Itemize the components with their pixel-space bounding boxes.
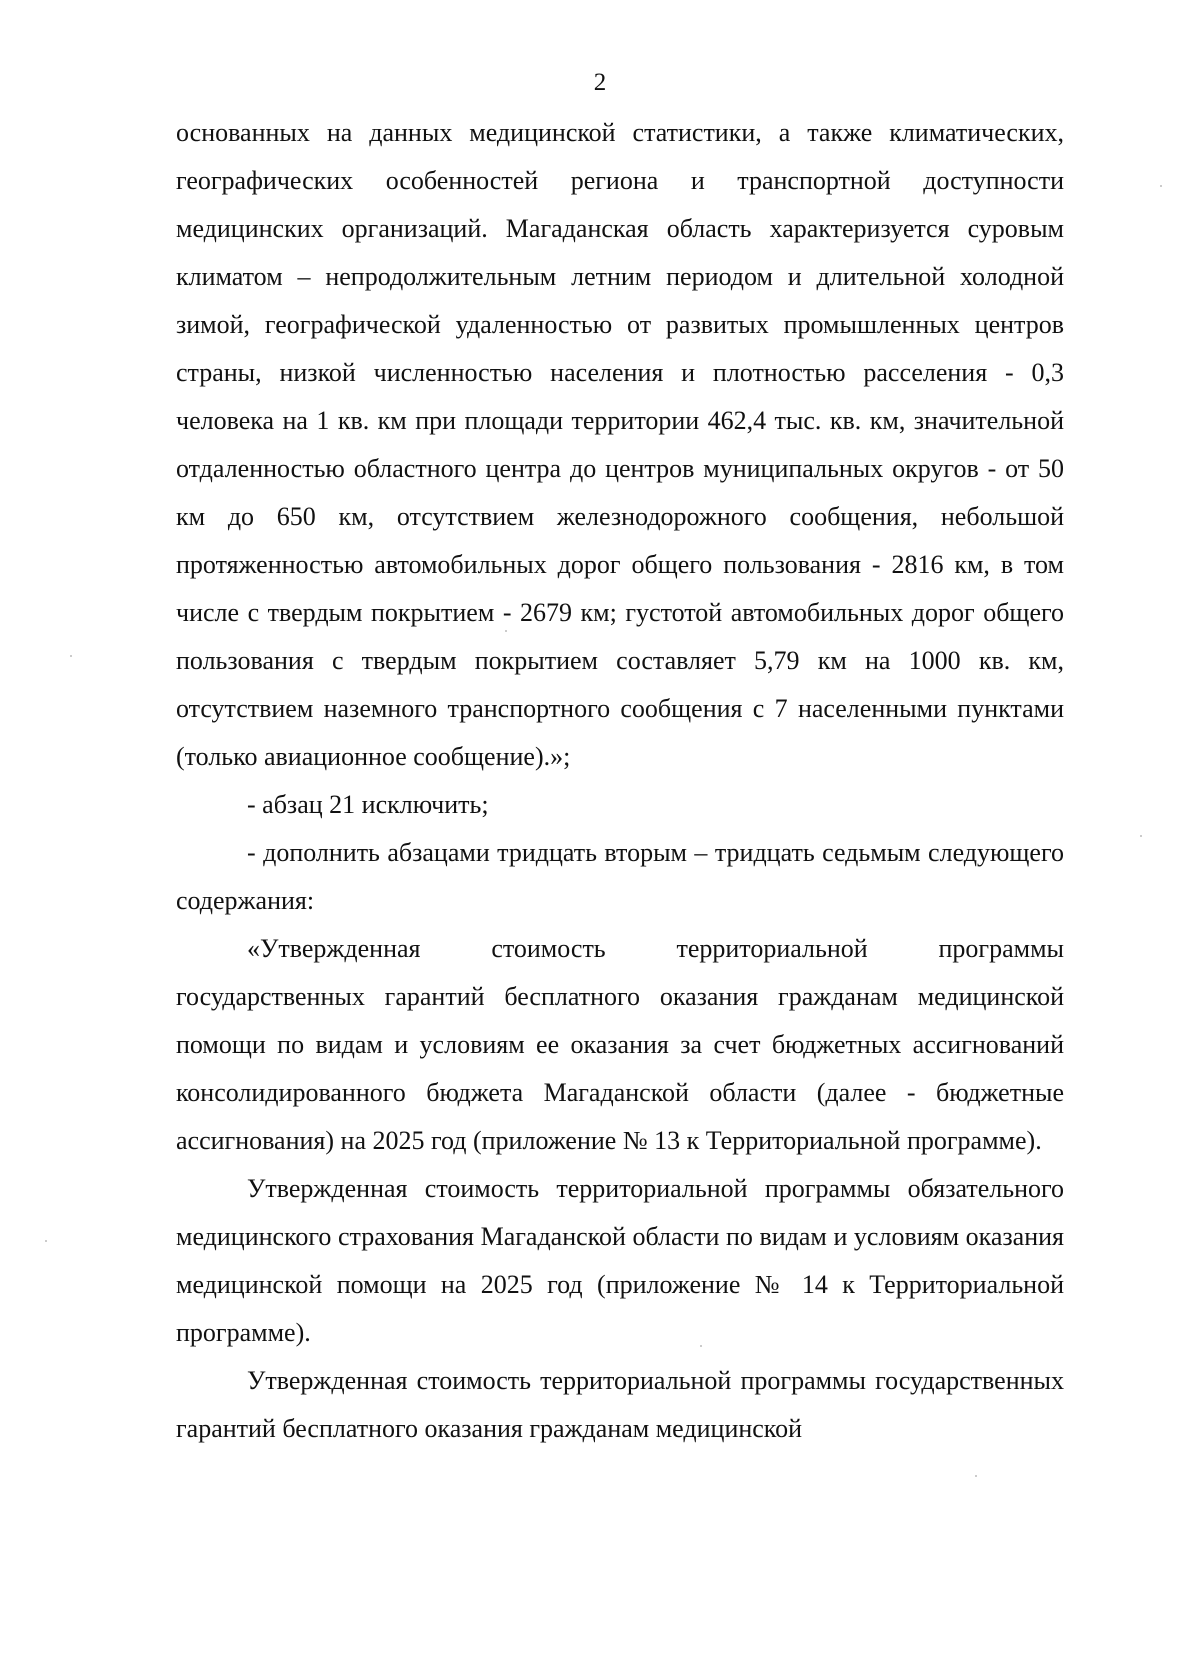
paragraph-guarantees-cost: Утвержденная стоимость территориальной программы государственных гарантий бесплатного оказания гражданам медицинской xyxy=(176,1366,1064,1443)
scan-speck xyxy=(70,655,72,657)
scan-speck xyxy=(505,630,507,632)
document-body xyxy=(176,109,1064,1453)
scan-speck xyxy=(1140,835,1142,837)
paragraph-budget-cost: «Утвержденная стоимость территориальной программы государственных гарантий бесплатного оказания гражданам медицинской помощи по видам и условиям ее оказания за счет бюджетных ассигнований консолидированного бюджета Магаданской области (далее - бюджетные ассигнования) на 2025 год (приложение № 13 к Территориальной программе). xyxy=(176,934,1064,1155)
page-number: 2 xyxy=(593,69,607,96)
scan-speck xyxy=(700,1345,702,1347)
paragraph-list-item-delete: - абзац 21 исключить; xyxy=(247,790,489,819)
scan-speck xyxy=(1160,185,1162,187)
scan-speck xyxy=(45,1240,47,1242)
scan-speck xyxy=(975,1475,977,1477)
paragraph-oms-cost: Утвержденная стоимость территориальной программы обязательного медицинского страхования Магаданской области по видам и условиям оказания медицинской помощи на 2025 год (приложение № 14 к Территориальной программе). xyxy=(176,1174,1064,1347)
paragraph-list-item-add: - дополнить абзацами тридцать вторым – тридцать седьмым следующего содержания: xyxy=(176,838,1064,915)
paragraph-continuation: основанных на данных медицинской статистики, а также климатических, географических особенностей региона и транспортной доступности медицинских организаций. Магаданская область характеризуется суровым климатом – непродолжительным летним периодом и длительной холодной зимой, географической удаленностью от развитых промышленных центров страны, низкой численностью населения и плотностью расселения - 0,3 человека на 1 кв. км при площади территории 462,4 тыс. кв. км, значительной отдаленностью областного центра до центров муниципальных округов - от 50 км до 650 км, отсутствием железнодорожного сообщения, небольшой протяженностью автомобильных дорог общего пользования - 2816 км, в том числе с твердым покрытием - 2679 км; густотой автомобильных дорог общего пользования с твердым покрытием составляет 5,79 км на 1000 кв. км, отсутствием наземного транспортного сообщения с 7 населенными пунктами (только авиационное сообщение).»; xyxy=(176,118,1064,771)
